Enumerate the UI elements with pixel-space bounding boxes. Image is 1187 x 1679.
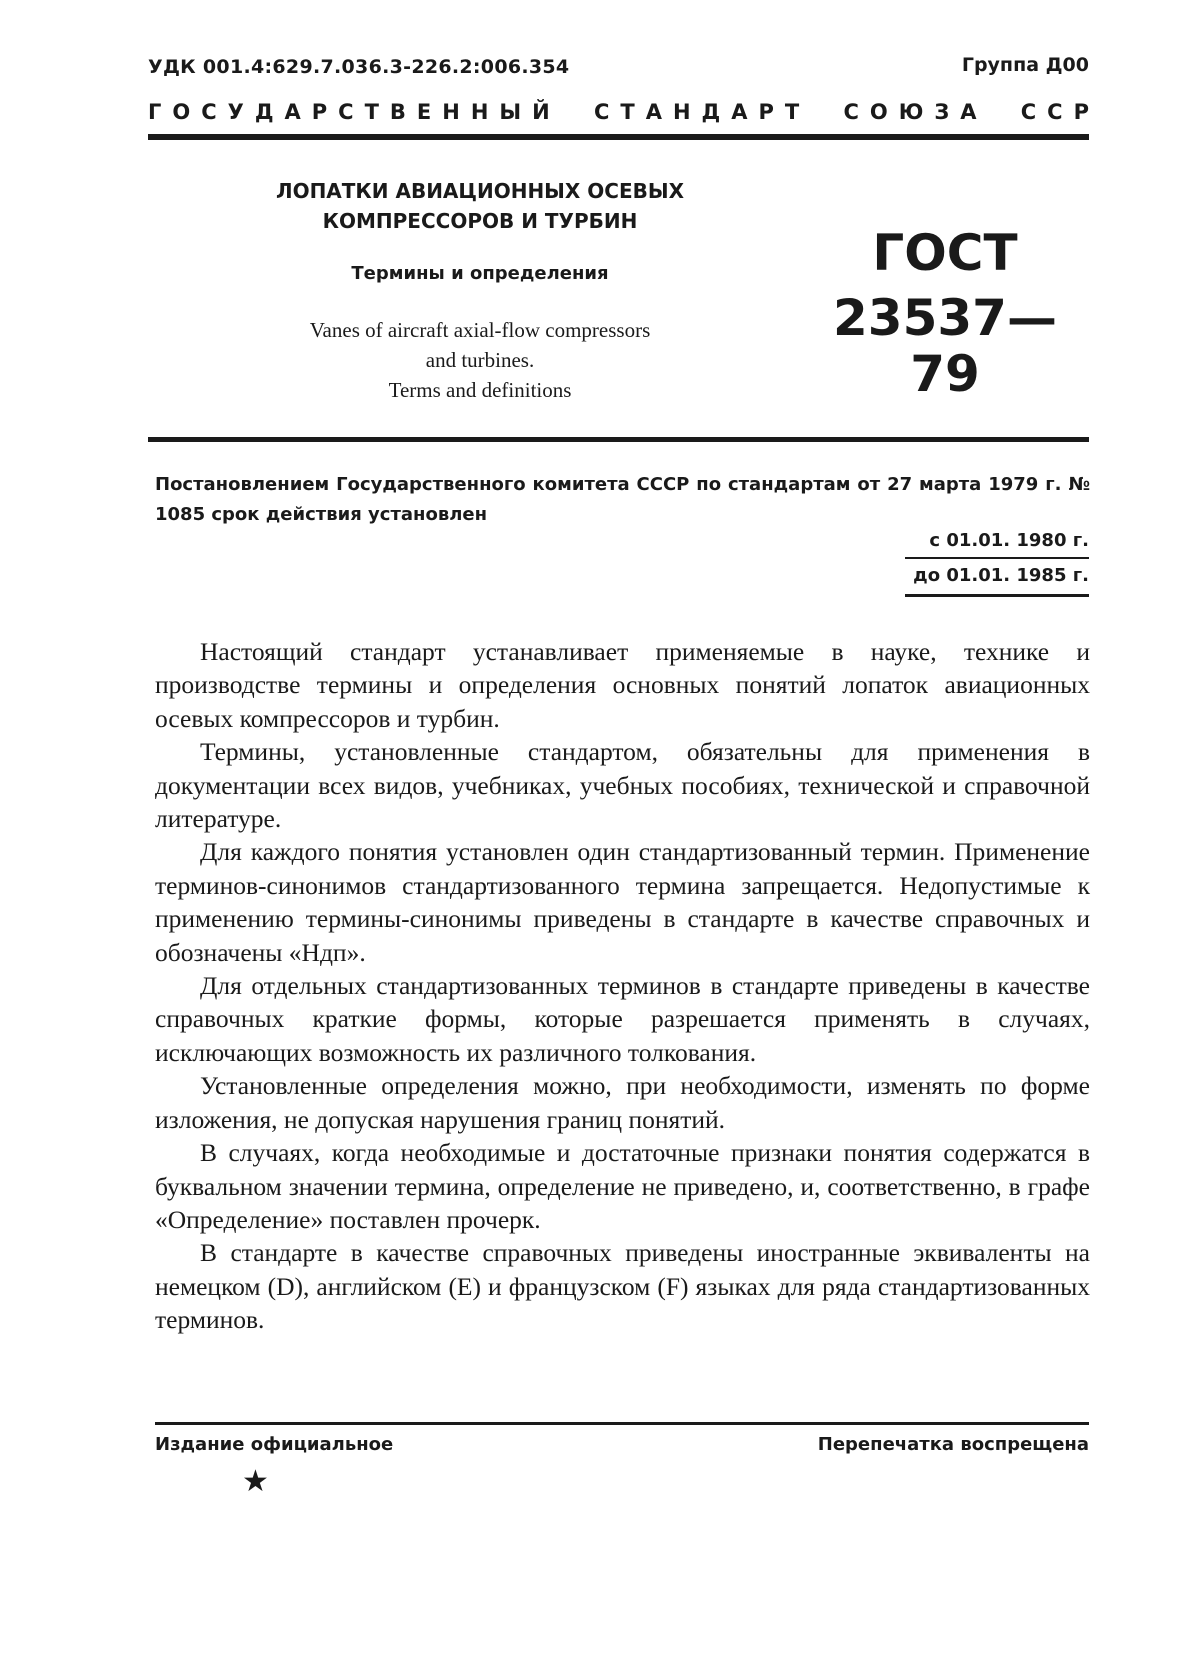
decree-text: Постановлением Государственного комитета СССР по стандартам от 27 марта 1979 г. № 1085 срок действия установлен — [155, 474, 1090, 525]
title-ru-line: КОМПРЕССОРОВ И ТУРБИН — [322, 209, 638, 233]
state-standard-banner — [148, 100, 1100, 124]
star-icon: ★ — [242, 1464, 269, 1499]
title-english — [230, 315, 730, 405]
banner-word: СОЮЗА — [843, 100, 988, 124]
gost-label: ГОСТ — [872, 224, 1018, 282]
date-divider — [905, 557, 1089, 559]
body-text — [155, 635, 1090, 1337]
group-code: Группа Д00 — [961, 54, 1089, 76]
title-en-line: Terms and definitions — [388, 378, 572, 402]
body-paragraph: Настоящий стандарт устанавливает применяемые в науке, технике и производстве термины и определения основных понятий лопаток авиационных осевых компрессоров и турбин. — [155, 637, 1090, 733]
udk-code: УДК 001.4:629.7.036.3-226.2:006.354 — [148, 56, 570, 78]
gost-number: 23537—79 — [833, 289, 1057, 403]
title-russian — [230, 176, 730, 236]
title-divider — [148, 437, 1089, 442]
body-paragraph: В случаях, когда необходимые и достаточные признаки понятия содержатся в буквальном значении термина, определение не приведено, и, соответственно, в графе «Определение» поставлен прочерк. — [155, 1138, 1090, 1234]
footer-divider — [155, 1422, 1089, 1425]
official-edition-label: Издание официальное — [155, 1434, 394, 1455]
title-en-line: and turbines. — [425, 348, 535, 372]
title-ru-line: ЛОПАТКИ АВИАЦИОННЫХ ОСЕВЫХ — [275, 179, 685, 203]
effective-from-date: с 01.01. 1980 г. — [929, 530, 1089, 551]
date-underline — [905, 594, 1089, 597]
banner-word: ССР — [1020, 100, 1100, 124]
body-paragraph: Для каждого понятия установлен один стандартизованный термин. Применение терминов-синонимов стандартизованного термина запрещается. Недопустимые к применению термины-синонимы приведены в стандарте в качестве справочных и обозначены «Ндп». — [155, 837, 1090, 967]
title-en-line: Vanes of aircraft axial-flow compressors — [309, 318, 651, 342]
body-paragraph: Для отдельных стандартизованных терминов в стандарте приведены в качестве справочных краткие формы, которые разрешается применять в случаях, исключающих возможность их различного толкования. — [155, 971, 1090, 1067]
effective-to-date: до 01.01. 1985 г. — [913, 565, 1089, 586]
body-paragraph: Установленные определения можно, при необходимости, изменять по форме изложения, не допуская нарушения границ понятий. — [155, 1071, 1090, 1134]
header-divider — [148, 134, 1089, 140]
banner-word: ГОСУДАРСТВЕННЫЙ — [148, 100, 561, 124]
body-paragraph: В стандарте в качестве справочных приведены иностранные эквиваленты на немецком (D), английском (E) и французском (F) языках для ряда стандартизованных терминов. — [155, 1238, 1090, 1335]
body-paragraph: Термины, установленные стандартом, обязательны для применения в документации всех видов, учебниках, учебных пособиях, технической и справочной литературе. — [155, 737, 1090, 834]
banner-word: СТАНДАРТ — [593, 100, 811, 124]
subtitle-russian: Термины и определения — [351, 263, 609, 284]
reprint-prohibited-label: Перепечатка воспрещена — [817, 1434, 1089, 1455]
